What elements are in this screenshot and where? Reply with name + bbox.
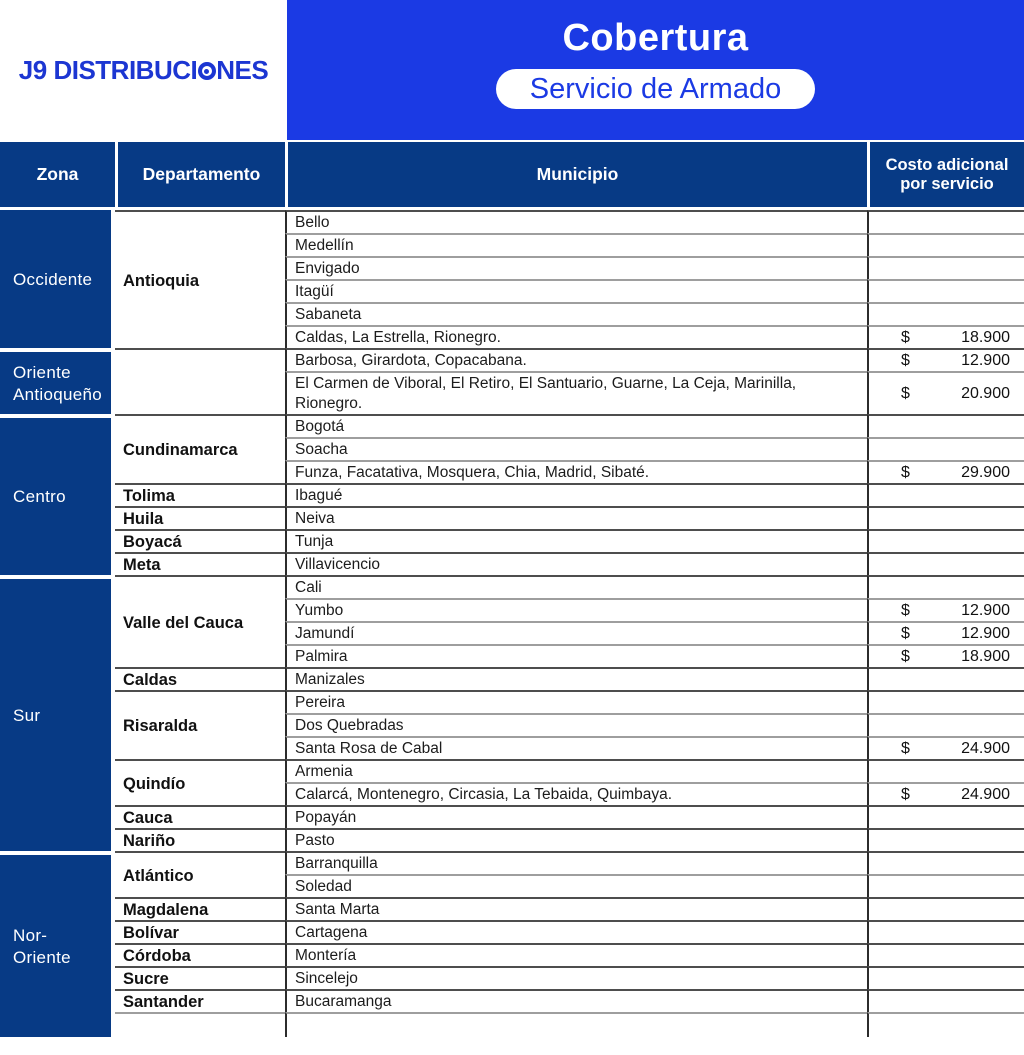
- table-row: [0, 805, 1024, 828]
- municipality-cell: Dos Quebradas: [285, 713, 867, 736]
- cost-cell: [867, 529, 1024, 552]
- table-row: [0, 483, 1024, 506]
- column-header-departamento: Departamento: [115, 140, 285, 210]
- cost-cell: [867, 736, 1024, 759]
- zone-cell: Centro: [0, 414, 115, 575]
- department-cell: Magdalena: [115, 897, 285, 920]
- column-header-costo: Costo adicional por servicio: [867, 140, 1024, 210]
- department-cell: Risaralda: [115, 690, 285, 759]
- table-row: [0, 506, 1024, 529]
- cost-cell: [867, 805, 1024, 828]
- department-cell: Atlántico: [115, 851, 285, 897]
- municipality-cell: Santa Marta: [285, 897, 867, 920]
- municipality-cell: Cali: [285, 575, 867, 598]
- cost-value: [869, 463, 1024, 483]
- cost-value: [869, 328, 1024, 348]
- cost-amount: 18.900: [961, 647, 1010, 665]
- cost-cell: [867, 851, 1024, 874]
- department-cell: Valle del Cauca: [115, 575, 285, 667]
- column-header-zona: Zona: [0, 140, 115, 210]
- table-body: [0, 210, 1024, 1037]
- cost-cell: [867, 828, 1024, 851]
- cost-cell: [867, 279, 1024, 302]
- cost-cell: [867, 759, 1024, 782]
- cost-amount: 12.900: [961, 351, 1010, 369]
- department-cell: [115, 348, 285, 414]
- municipality-cell: Sincelejo: [285, 966, 867, 989]
- brand-logo: [0, 0, 287, 140]
- municipality-cell: Itagüí: [285, 279, 867, 302]
- brand-logo-text: [19, 55, 268, 86]
- municipality-cell: Pereira: [285, 690, 867, 713]
- cost-cell: [867, 437, 1024, 460]
- cost-cell: [867, 943, 1024, 966]
- zone-cell: Sur: [0, 575, 115, 851]
- logo-text-left: J9 DISTRIBUCI: [18, 54, 198, 85]
- cost-value: [869, 351, 1024, 371]
- cost-amount: 24.900: [961, 739, 1010, 757]
- subtitle-pill: [496, 69, 815, 110]
- municipality-cell: Envigado: [285, 256, 867, 279]
- cost-cell: [867, 210, 1024, 233]
- cost-value: [869, 384, 1024, 404]
- table-row: [0, 210, 1024, 233]
- table-row: [0, 552, 1024, 575]
- cost-cell: [867, 325, 1024, 348]
- municipality-cell: Jamundí: [285, 621, 867, 644]
- cost-amount: 29.900: [961, 463, 1010, 481]
- department-cell: Cundinamarca: [115, 414, 285, 483]
- cost-cell: [867, 414, 1024, 437]
- cost-value: [869, 785, 1024, 805]
- cost-cell: [867, 621, 1024, 644]
- department-cell: Quindío: [115, 759, 285, 805]
- currency-symbol: $: [901, 351, 910, 369]
- zone-cell: Oriente Antioqueño: [0, 348, 115, 414]
- currency-symbol: $: [901, 785, 910, 803]
- table-row: [0, 575, 1024, 598]
- department-cell: Boyacá: [115, 529, 285, 552]
- table-row: [0, 690, 1024, 713]
- department-cell: Córdoba: [115, 943, 285, 966]
- municipality-cell: Cartagena: [285, 920, 867, 943]
- municipality-cell: Pasto: [285, 828, 867, 851]
- currency-symbol: $: [901, 384, 910, 402]
- table-row: [0, 989, 1024, 1012]
- zone-cell: Occidente: [0, 210, 115, 348]
- cost-amount: 18.900: [961, 328, 1010, 346]
- table-row: [0, 897, 1024, 920]
- coverage-table: [0, 140, 1024, 1037]
- table-row: [0, 920, 1024, 943]
- header-banner: [287, 0, 1024, 140]
- municipality-cell: Bogotá: [285, 414, 867, 437]
- municipality-cell: Barranquilla: [285, 851, 867, 874]
- cost-amount: 20.900: [961, 384, 1010, 402]
- cost-value: [869, 739, 1024, 759]
- municipality-cell: Armenia: [285, 759, 867, 782]
- currency-symbol: $: [901, 463, 910, 481]
- cost-cell: [867, 782, 1024, 805]
- cost-cell: [867, 302, 1024, 325]
- table-row: [0, 851, 1024, 874]
- cost-cell: [867, 874, 1024, 897]
- department-cell: Bolívar: [115, 920, 285, 943]
- municipality-cell: Barbosa, Girardota, Copacabana.: [285, 348, 867, 371]
- subtitle-text: Servicio de Armado: [529, 72, 782, 105]
- cost-cell: [867, 506, 1024, 529]
- municipality-cell: Tunja: [285, 529, 867, 552]
- cost-cell: [867, 371, 1024, 414]
- municipality-cell: Bucaramanga: [285, 989, 867, 1012]
- currency-symbol: $: [901, 647, 910, 665]
- department-cell: Caldas: [115, 667, 285, 690]
- department-cell: Huila: [115, 506, 285, 529]
- table-header: [0, 140, 1024, 210]
- cost-cell: [867, 552, 1024, 575]
- cost-cell: [867, 256, 1024, 279]
- department-cell: Meta: [115, 552, 285, 575]
- cost-amount: 12.900: [961, 624, 1010, 642]
- municipality-cell: Soledad: [285, 874, 867, 897]
- cost-cell: [867, 644, 1024, 667]
- table-header-row: [0, 140, 1024, 210]
- department-cell: Antioquia: [115, 210, 285, 348]
- department-cell: Cauca: [115, 805, 285, 828]
- municipality-cell: Caldas, La Estrella, Rionegro.: [285, 325, 867, 348]
- municipality-cell: Funza, Facatativa, Mosquera, Chia, Madrid, Sibaté.: [285, 460, 867, 483]
- municipality-cell: Santa Rosa de Cabal: [285, 736, 867, 759]
- cost-cell: [867, 233, 1024, 256]
- municipality-cell: Yumbo: [285, 598, 867, 621]
- department-cell: Tolima: [115, 483, 285, 506]
- cost-cell: [867, 920, 1024, 943]
- cost-cell: [867, 989, 1024, 1012]
- zone-cell: Nor-Oriente: [0, 851, 115, 1037]
- table-row: [0, 529, 1024, 552]
- page-title: Cobertura: [562, 16, 749, 59]
- municipality-cell: Soacha: [285, 437, 867, 460]
- municipality-cell: Villavicencio: [285, 552, 867, 575]
- municipality-cell: Manizales: [285, 667, 867, 690]
- cost-value: [869, 624, 1024, 644]
- table-row: [0, 828, 1024, 851]
- table-row: [0, 943, 1024, 966]
- currency-symbol: $: [901, 624, 910, 642]
- cost-cell: [867, 575, 1024, 598]
- cost-cell: [867, 667, 1024, 690]
- cost-cell: [867, 897, 1024, 920]
- municipality-cell: Palmira: [285, 644, 867, 667]
- column-header-municipio: Municipio: [285, 140, 867, 210]
- municipality-cell: Calarcá, Montenegro, Circasia, La Tebaida, Quimbaya.: [285, 782, 867, 805]
- municipality-cell: Sabaneta: [285, 302, 867, 325]
- cost-value: [869, 647, 1024, 667]
- municipality-cell: Bello: [285, 210, 867, 233]
- top-header: [0, 0, 1024, 140]
- currency-symbol: $: [901, 739, 910, 757]
- municipality-cell: Ibagué: [285, 483, 867, 506]
- currency-symbol: $: [901, 601, 910, 619]
- table-row: [0, 414, 1024, 437]
- table-row: [0, 667, 1024, 690]
- currency-symbol: $: [901, 328, 910, 346]
- department-cell: Sucre: [115, 966, 285, 989]
- cost-cell: [867, 966, 1024, 989]
- cost-cell: [867, 483, 1024, 506]
- table-row: [0, 348, 1024, 371]
- cost-cell: [867, 690, 1024, 713]
- table-row: [0, 1012, 1024, 1037]
- municipality-cell: Neiva: [285, 506, 867, 529]
- department-cell: Santander: [115, 989, 285, 1012]
- logo-pin-o-icon: [198, 62, 216, 80]
- municipality-cell: Popayán: [285, 805, 867, 828]
- cost-cell: [867, 713, 1024, 736]
- department-cell: Nariño: [115, 828, 285, 851]
- logo-text-right: NES: [216, 54, 269, 85]
- department-cell: [115, 1012, 285, 1037]
- logo-pin-dot-icon: [204, 69, 209, 74]
- municipality-cell: Medellín: [285, 233, 867, 256]
- cost-cell: [867, 348, 1024, 371]
- cost-cell: [867, 598, 1024, 621]
- cost-cell: [867, 460, 1024, 483]
- cost-cell: [867, 1012, 1024, 1037]
- cost-amount: 12.900: [961, 601, 1010, 619]
- cost-value: [869, 601, 1024, 621]
- municipality-cell: [285, 1012, 867, 1037]
- cost-amount: 24.900: [961, 785, 1010, 803]
- table-row: [0, 966, 1024, 989]
- municipality-cell: El Carmen de Viboral, El Retiro, El Santuario, Guarne, La Ceja, Marinilla, Rionegro.: [285, 371, 867, 414]
- municipality-cell: Montería: [285, 943, 867, 966]
- table-row: [0, 759, 1024, 782]
